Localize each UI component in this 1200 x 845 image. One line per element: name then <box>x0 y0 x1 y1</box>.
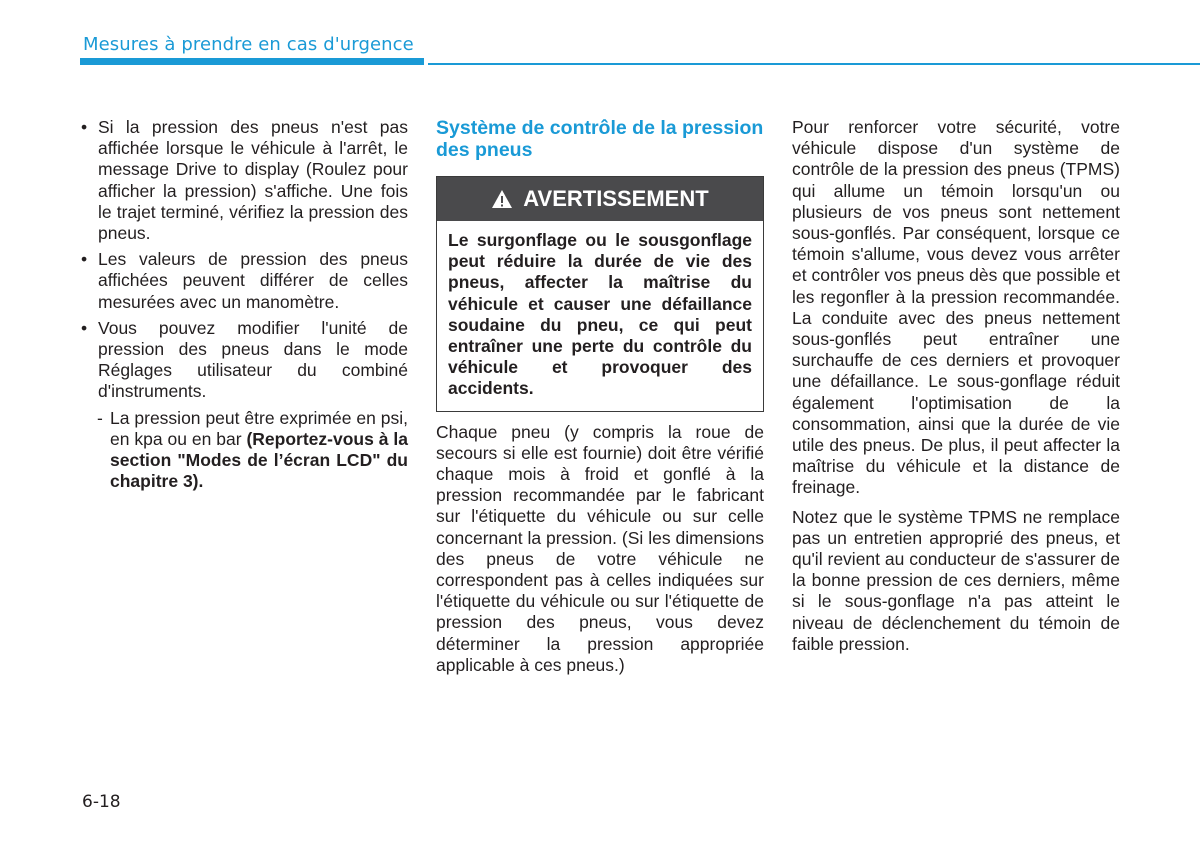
middle-column <box>436 117 764 684</box>
warning-triangle-icon <box>491 189 513 209</box>
sub-list-item <box>79 408 408 493</box>
left-column <box>79 117 408 492</box>
bullet-dot-icon: • <box>81 117 88 137</box>
tire-check-paragraph: Chaque pneu (y compris la roue de secours si elle est fournie) doit être vérifié chaque mois à froid et gonflé à la pression recommandée par le fabricant sur l'étiquette du véhicule ou sur celle concernant la pression. (Si les dimensions des pneus de votre véhicule ne correspondent pas à celles indiquées sur l'étiquette du véhicule ou sur l'étiquette de pression des pneus, vous devez déterminer la pression appropriée applicable à ces pneus.) <box>436 421 764 675</box>
page-number: 6-18 <box>82 792 121 812</box>
warning-header <box>437 177 763 221</box>
bullet-item <box>79 249 408 313</box>
section-header-title: Mesures à prendre en cas d'urgence <box>83 34 414 55</box>
tpms-paragraph: Pour renforcer votre sécurité, votre véhicule dispose d'un système de contrôle de la pression des pneus (TPMS) qui allume un témoin lorsqu'un ou plusieurs de vos pneus sont nettement sous-gonflés. Par conséquent, lorsque ce témoin s'allume, vous devez vous arrêter et contrôler vos pneus dès que possible et les regonfler à la pression recommandée. La conduite avec des pneus nettement sous-gonflés peut entraîner une surchauffe de ces derniers et provoquer une défaillance. Le sous-gonflage réduit également l'optimisation de la consommation, ainsi que la durée de vie utile des pneus. De plus, il peut affecter la maîtrise du véhicule et la distance de freinage. <box>792 117 1120 498</box>
bullet-text: Les valeurs de pression des pneus affichées peuvent différer de celles mesurées avec un manomètre. <box>98 249 408 312</box>
bullet-dot-icon: • <box>81 317 88 338</box>
bullet-item <box>79 117 408 244</box>
header-accent-bar <box>80 58 424 65</box>
bullet-text: Si la pression des pneus n'est pas affichée lorsque le véhicule à l'arrêt, le message Drive to display (Roulez pour afficher la pression) s'affiche. Une fois le trajet terminé, vérifiez la pression des pneus. <box>98 117 408 244</box>
bullet-dot-icon: • <box>81 249 88 270</box>
sub-item-reference: (Reportez-vous à la section "Modes de l’écran LCD" du chapitre 3). <box>110 428 408 492</box>
section-heading: Système de contrôle de la pression des pneus <box>436 117 764 161</box>
warning-box <box>436 176 764 412</box>
warning-body: Le surgonflage ou le sousgonflage peut réduire la durée de vie des pneus, affecter la maîtrise du véhicule et causer une défaillance soudaine du pneu, ce qui peut entraîner une perte du contrôle du véhicule et provoquer des accidents. <box>448 230 752 399</box>
right-column <box>792 117 1120 663</box>
warning-title: AVERTISSEMENT <box>523 186 709 212</box>
bullet-text: Vous pouvez modifier l'unité de pression des pneus dans le mode Réglages utilisateur du combiné d'instruments. <box>98 317 408 402</box>
sub-item-dash: - <box>97 407 103 428</box>
bullet-item <box>79 318 408 403</box>
tpms-note-paragraph: Notez que le système TPMS ne remplace pas un entretien approprié des pneus, et qu'il revient au conducteur de s'assurer de la bonne pression de ces derniers, même si le sous-gonflage n'a pas atteint le niveau de déclenchement du témoin de faible pression. <box>792 506 1120 654</box>
header-divider-line <box>428 63 1200 65</box>
sub-item-text: La pression peut être exprimée en psi, en kpa ou en bar <box>110 407 408 449</box>
